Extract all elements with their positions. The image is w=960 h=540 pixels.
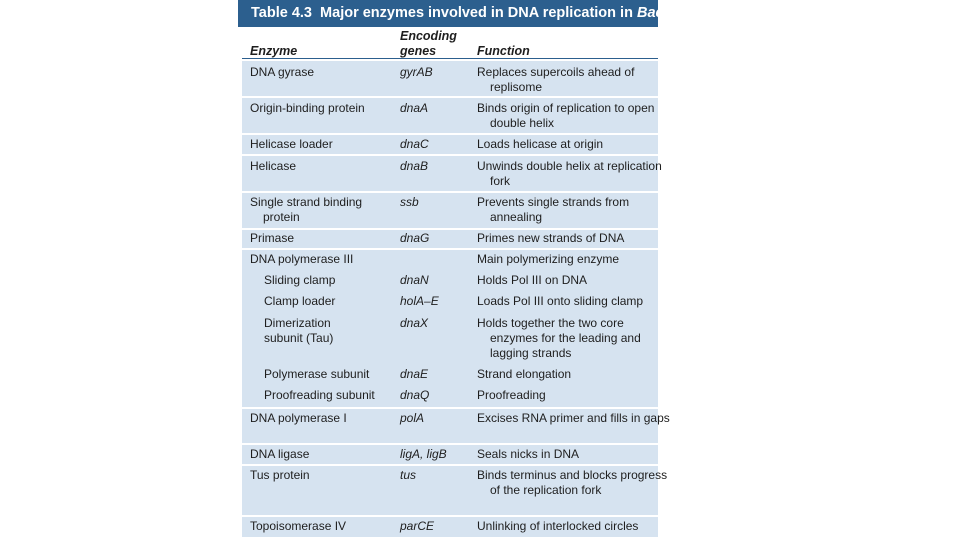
table-row [242, 445, 658, 464]
gene-cell: dnaN [400, 273, 429, 287]
table-row [242, 517, 658, 537]
enzyme-cell: Origin-binding protein [250, 101, 365, 115]
function-cell: Prevents single strands from annealing [477, 195, 630, 224]
gene-cell: gyrAB [400, 65, 433, 79]
gene-cell: tus [400, 468, 417, 482]
function-cell: Strand elongation [477, 367, 572, 381]
function-cell: Primes new strands of DNA [477, 231, 625, 245]
function-cell: Replaces supercoils ahead of replisome [477, 65, 635, 94]
function-cell: Holds together the two core enzymes for the leading and lagging strands [477, 316, 641, 360]
function-cell: Loads helicase at origin [477, 137, 604, 151]
table-row [242, 135, 658, 154]
header-genes-line2: genes [400, 44, 437, 58]
gene-cell: dnaA [400, 101, 429, 115]
enzyme-cell: Helicase [250, 159, 297, 173]
function-cell: Binds origin of replication to open double helix [477, 101, 655, 130]
gene-cell: polA [400, 411, 425, 425]
table-row-group [242, 250, 658, 407]
enzyme-cell: Tus protein [250, 468, 310, 482]
gene-cell: holA–E [400, 294, 439, 308]
function-cell: Main polymerizing enzyme [477, 252, 620, 266]
function-cell: Unlinking of interlocked circles [477, 519, 639, 533]
enzyme-cell: Primase [250, 231, 295, 245]
function-cell: Holds Pol III on DNA [477, 273, 588, 287]
enzyme-cell: Helicase loader [250, 137, 333, 151]
function-cell: Binds terminus and blocks progress of the replication fork [477, 468, 668, 497]
enzyme-cell: DNA gyrase [250, 65, 315, 79]
enzyme-table [238, 0, 695, 540]
gene-cell: dnaB [400, 159, 429, 173]
gene-cell: ligA, ligB [400, 447, 447, 461]
gene-cell: dnaG [400, 231, 430, 245]
enzyme-cell: Polymerase subunit [264, 367, 370, 381]
header-function: Function [477, 44, 530, 58]
table-row [242, 61, 658, 96]
table-title-text: Major enzymes involved in DNA replication in [320, 5, 633, 21]
header-enzyme: Enzyme [250, 44, 298, 58]
function-cell: Excises RNA primer and fills in gaps [477, 411, 670, 425]
gene-cell: dnaE [400, 367, 429, 381]
enzyme-cell: DNA ligase [250, 447, 310, 461]
function-cell: Loads Pol III onto sliding clamp [477, 294, 644, 308]
function-cell: Proofreading [477, 388, 546, 402]
enzyme-cell: Sliding clamp [264, 273, 336, 287]
table-title-italic: Bacteria [636, 5, 695, 21]
table-row [242, 466, 668, 515]
enzyme-cell: Single strand binding protein [250, 195, 363, 224]
gene-cell: dnaX [400, 316, 429, 330]
enzyme-cell: Proofreading subunit [264, 388, 375, 402]
enzyme-cell: Dimerization subunit (Tau) [264, 316, 334, 345]
function-cell: Seals nicks in DNA [477, 447, 580, 461]
header-rule [242, 58, 658, 59]
gene-cell: dnaC [400, 137, 429, 151]
table-row [242, 409, 670, 443]
table-row [242, 230, 658, 248]
enzyme-cell: Topoisomerase IV [250, 519, 347, 533]
enzyme-cell: Clamp loader [264, 294, 336, 308]
table-row [242, 193, 658, 228]
gene-cell: ssb [400, 195, 419, 209]
header-genes-line1: Encoding [400, 29, 457, 43]
function-cell: Unwinds double helix at replication fork [477, 159, 662, 188]
table-number: Table 4.3 [251, 5, 312, 21]
table-row [242, 156, 662, 191]
gene-cell: dnaQ [400, 388, 430, 402]
enzyme-cell: DNA polymerase III [250, 252, 354, 266]
enzyme-cell: DNA polymerase I [250, 411, 347, 425]
gene-cell: parCE [400, 519, 435, 533]
table-title [238, 0, 695, 27]
table-row [242, 98, 658, 133]
